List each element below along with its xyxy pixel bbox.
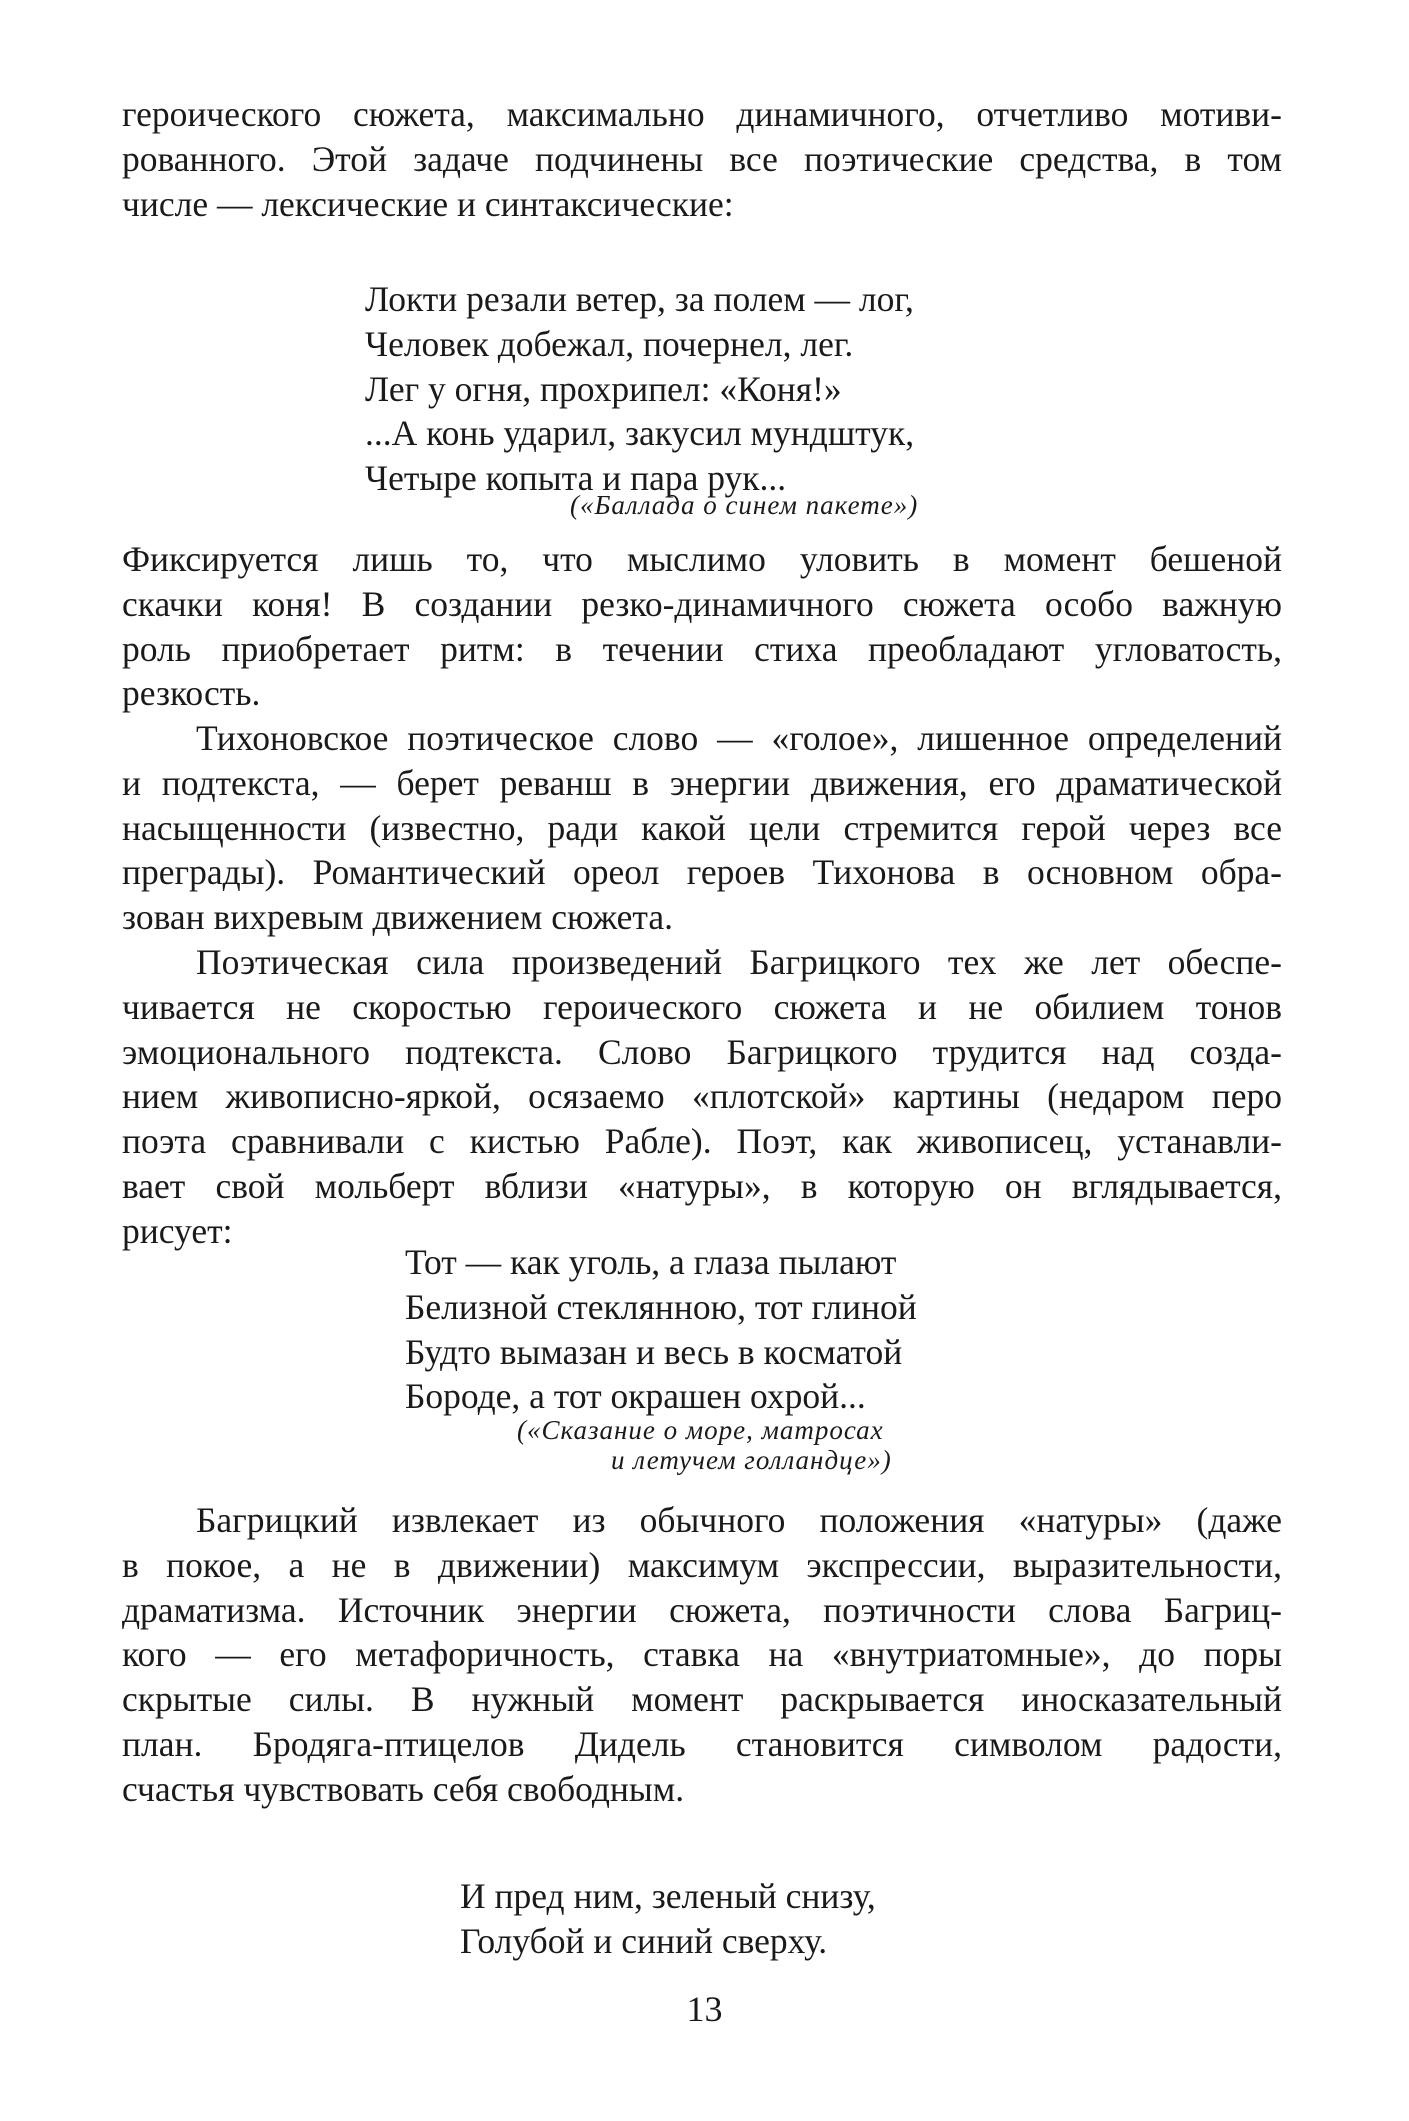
paragraph-4: [122, 940, 1282, 1254]
poem-line: Четыре копыта и пара рук...: [365, 458, 787, 499]
text-line: рисует:: [122, 1210, 233, 1251]
text-line: числе — лексические и синтаксические:: [122, 183, 734, 224]
text-line: драматизма. Источник энергии сюжета, поэтичности слова Багриц-: [122, 1589, 1282, 1630]
paragraph-2: [122, 537, 1282, 716]
text-line: и подтекста, — берет реванш в энергии движения, его драматической: [122, 762, 1282, 803]
poem-2: [405, 1240, 917, 1419]
text-line: чивается не скоростью героического сюжета и не обилием тонов: [122, 986, 1282, 1027]
text-line: насыщенности (известно, ради какой цели стремится герой через все: [122, 807, 1282, 848]
poem-line: Голубой и синий сверху.: [460, 1920, 828, 1961]
text-line: вает свой мольберт вблизи «натуры», в которую он вглядывается,: [122, 1165, 1282, 1206]
poem-1: [365, 277, 914, 501]
text-line: поэта сравнивали с кистью Рабле). Поэт, как живописец, устанавли-: [122, 1121, 1282, 1162]
paragraph-5: [122, 1498, 1282, 1812]
text-line: в покое, а не в движении) максимум экспрессии, выразительности,: [122, 1544, 1282, 1585]
text-line: кого — его метафоричность, ставка на «внутриатомные», до поры: [122, 1634, 1282, 1675]
poem-line: Бороде, а тот окрашен охрой...: [405, 1376, 866, 1417]
text-line: скачки коня! В создании резко-динамичного сюжета особо важную: [122, 583, 1282, 624]
paragraph-1: [122, 92, 1282, 226]
text-line: резкость.: [122, 673, 261, 714]
poem-3: [460, 1874, 876, 1964]
poem-line: Локти резали ветер, за полем — лог,: [365, 279, 914, 319]
source-line: («Баллада о синем пакете»): [570, 490, 919, 520]
poem-line: Человек добежал, почернел, лег.: [365, 323, 854, 364]
text-line: нием живописно-яркой, осязаемо «плотской» картины (недаром перо: [122, 1076, 1282, 1117]
text-line: план. Бродяга-птицелов Дидель становится символом радости,: [122, 1723, 1282, 1764]
paragraph-3: [122, 716, 1282, 940]
text-line: преграды). Романтический ореол героев Тихонова в основном обра-: [122, 852, 1282, 893]
text-line: зован вихревым движением сюжета.: [122, 897, 673, 938]
source-line: («Сказание о море, матросах: [517, 1415, 884, 1445]
text-line: героического сюжета, максимально динамичного, отчетливо мотиви-: [122, 94, 1282, 134]
poem-line: Тот — как уголь, а глаза пылают: [405, 1242, 897, 1282]
poem-2-source: [517, 1415, 892, 1475]
text-line: Тихоновское поэтическое слово — «голое», лишенное определений: [196, 718, 1282, 758]
text-line: рованного. Этой задаче подчинены все поэтические средства, в том: [122, 138, 1282, 179]
text-line: Багрицкий извлекает из обычного положения «натуры» (даже: [196, 1500, 1282, 1540]
poem-line: И пред ним, зеленый снизу,: [460, 1876, 876, 1916]
poem-line: Будто вымазан и весь в косматой: [405, 1331, 903, 1372]
text-line: эмоционального подтекста. Слово Багрицкого трудится над созда-: [122, 1031, 1282, 1072]
text-line: Поэтическая сила произведений Багрицкого тех же лет обеспе-: [196, 942, 1282, 982]
page-number: 13: [686, 1989, 723, 2029]
poem-line: ...А конь ударил, закусил мундштук,: [365, 413, 915, 454]
text-line: Фиксируется лишь то, что мыслимо уловить в момент бешеной: [122, 539, 1282, 579]
text-line: роль приобретает ритм: в течении стиха преобладают угловатость,: [122, 628, 1282, 669]
text-line: скрытые силы. В нужный момент раскрывается иносказательный: [122, 1679, 1282, 1720]
poem-1-source: [570, 490, 918, 520]
text-line: счастья чувствовать себя свободным.: [122, 1768, 685, 1809]
poem-line: Белизной стеклянною, тот глиной: [405, 1286, 917, 1327]
poem-line: Лег у огня, прохрипел: «Коня!»: [365, 368, 842, 409]
source-line: и летучем голландце»): [611, 1445, 892, 1475]
